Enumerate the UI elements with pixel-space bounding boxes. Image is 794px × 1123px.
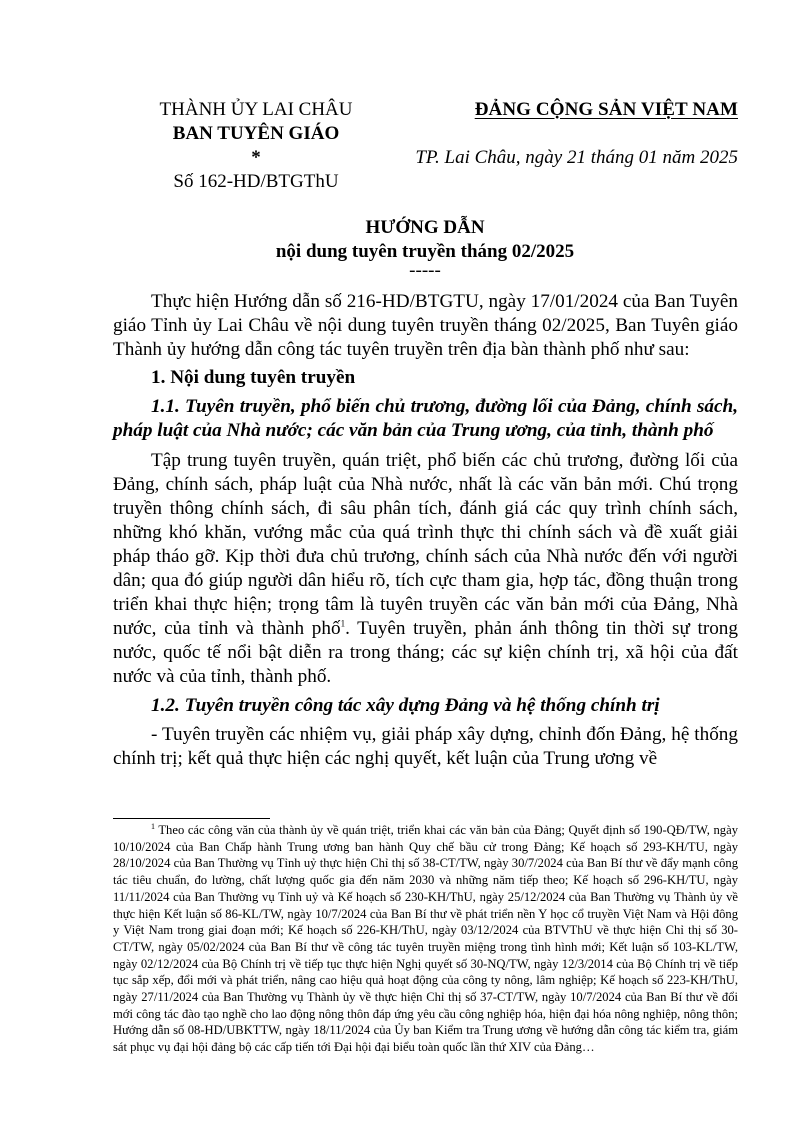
footnote-paragraph [113, 822, 738, 1056]
section-1-1-heading: 1.1. Tuyên truyền, phổ biến chủ trương, đường lối của Đảng, chính sách, pháp luật của Nhà nước; các văn bản của Trung ương, của tỉnh, thành phố [113, 396, 738, 442]
document-body [113, 290, 738, 775]
issuing-agency-block [112, 98, 400, 194]
parent-organization: THÀNH ỦY LAI CHÂU [159, 99, 353, 120]
separator-star: * [251, 147, 261, 168]
place-and-date: TP. Lai Châu, ngày 21 tháng 01 năm 2025 [415, 147, 738, 168]
section-1-2-paragraph: - Tuyên truyền các nhiệm vụ, giải pháp xây dựng, chỉnh đốn Đảng, hệ thống chính trị; kết quả thực hiện các nghị quyết, kết luận của Trung ương về [113, 723, 738, 769]
section-1-1-paragraph [113, 449, 738, 690]
party-motto: ĐẢNG CỘNG SẢN VIỆT NAM [474, 99, 738, 120]
document-subject: nội dung tuyên truyền tháng 02/2025 [275, 241, 575, 262]
national-motto-block [390, 98, 738, 170]
intro-paragraph: Thực hiện Hướng dẫn số 216-HD/BTGTU, ngày 17/01/2024 của Ban Tuyên giáo Tỉnh ủy Lai Châu về nội dung tuyên truyền tháng 02/2025, Ban Tuyên giáo Thành ủy hướng dẫn công tác tuyên truyền trên địa bàn thành phố như sau: [113, 291, 738, 361]
footnote-separator [113, 818, 270, 819]
section-1-2-heading: 1.2. Tuyên truyền công tác xây dựng Đảng và hệ thống chính trị [151, 694, 660, 716]
title-separator: ----- [409, 260, 441, 281]
document-number: Số 162-HD/BTGThU [173, 171, 339, 192]
document-type: HƯỚNG DẪN [365, 217, 485, 238]
footnote-number: 1 [151, 821, 155, 831]
section-1-heading: 1. Nội dung tuyên truyền [151, 367, 356, 389]
issuing-organization: BAN TUYÊN GIÁO [172, 123, 340, 144]
section-1-1-text-part-b: . Tuyên truyền, phản ánh thông tin thời sự trong nước, quốc tế nổi bật diễn ra trong tháng; các sự kiện chính trị, xã hội của đất nước và của tỉnh, thành phố. [113, 618, 738, 688]
footnote-reference[interactable]: 1 [340, 618, 346, 629]
footnote-text: Theo các công văn của thành ủy về quán triệt, triển khai các văn bản của Đảng; Quyết định số 190-QĐ/TW, ngày 10/10/2024 của Ban Chấp hành Trung ương ban hành Quy chế bầu cử trong Đảng; Kế hoạch số 293-KH/TU, ngày 28/10/2024 của Ban Thường vụ Tỉnh uỷ thực hiện Chỉ thị số 38-CT/TW, ngày 30/7/2024 của Ban Bí thư về đẩy mạnh công tác tiêu chuẩn, đo lường, chất lượng quốc gia đến năm 2030 và những năm tiếp theo; Kế hoạch số 296-KH/TU, ngày 11/11/2024 của Ban Thường vụ Tỉnh uỷ và Kế hoạch số 230-KH/ThU, ngày 25/12/2024 của Ban Thường vụ Thành ủy về thực hiện Kết luận số 86-KL/TW, ngày 10/7/2024 của Ban Bí thư về phát triển nền Y học cổ truyền Việt Nam và Hội đông y Việt Nam trong giai đoạn mới; Kế hoạch số 226-KH/ThU, ngày 03/12/2024 của BTVThU về thực hiện Chỉ thị số 30-CT/TW, ngày 05/02/2024 của Ban Bí thư về công tác tuyên truyền miệng trong tình hình mới; Kết luận số 103-KL/TW, ngày 02/12/2024 của Bộ Chính trị về tiếp tục thực hiện Nghị quyết số 30-NQ/TW, ngày 12/3/2014 của Bộ Chính trị về tiếp tục sắp xếp, đổi mới và phát triển, nâng cao hiệu quả hoạt động của công ty nông, lâm nghiệp; Kế hoạch số 223-KH/ThU, ngày 27/11/2024 của Ban Thường vụ Thành ủy về thực hiện Chỉ thị số 37-CT/TW, ngày 10/7/2024 của Ban Bí thư về đổi mới công tác đào tạo nghề cho lao động nông thôn đáp ứng yêu cầu công nghiệp hóa, hiện đại hóa nông nghiệp, nông thôn; Hướng dẫn số 08-HD/UBKTTW, ngày 18/11/2024 của Ủy ban Kiểm tra Trung ương về hướng dẫn công tác kiểm tra, giám sát phục vụ đại hội đảng bộ các cấp tiến tới Đại hội đại biểu toàn quốc lần thứ XIV của Đảng… [113, 823, 738, 1055]
section-1-1-text-part-a: Tập trung tuyên truyền, quán triệt, phổ biến các chủ trương, đường lối của Đảng, chính sách, pháp luật của Nhà nước, nhất là các văn bản mới. Chú trọng truyền thông chính sách, đi sâu phân tích, đánh giá các quy trình chính sách, những khó khăn, vướng mắc của quá trình thực thi chính sách và đề xuất giải pháp tháo gỡ. Kịp thời đưa chủ trương, chính sách của Nhà nước đến với người dân; qua đó giúp người dân hiểu rõ, tích cực tham gia, hợp tác, đồng thuận trong triển khai thực hiện; trọng tâm là tuyên truyền các văn bản mới của Đảng, Nhà nước, của tỉnh và thành phố [113, 449, 738, 640]
document-title-block [112, 216, 738, 281]
footnote [113, 822, 738, 1056]
